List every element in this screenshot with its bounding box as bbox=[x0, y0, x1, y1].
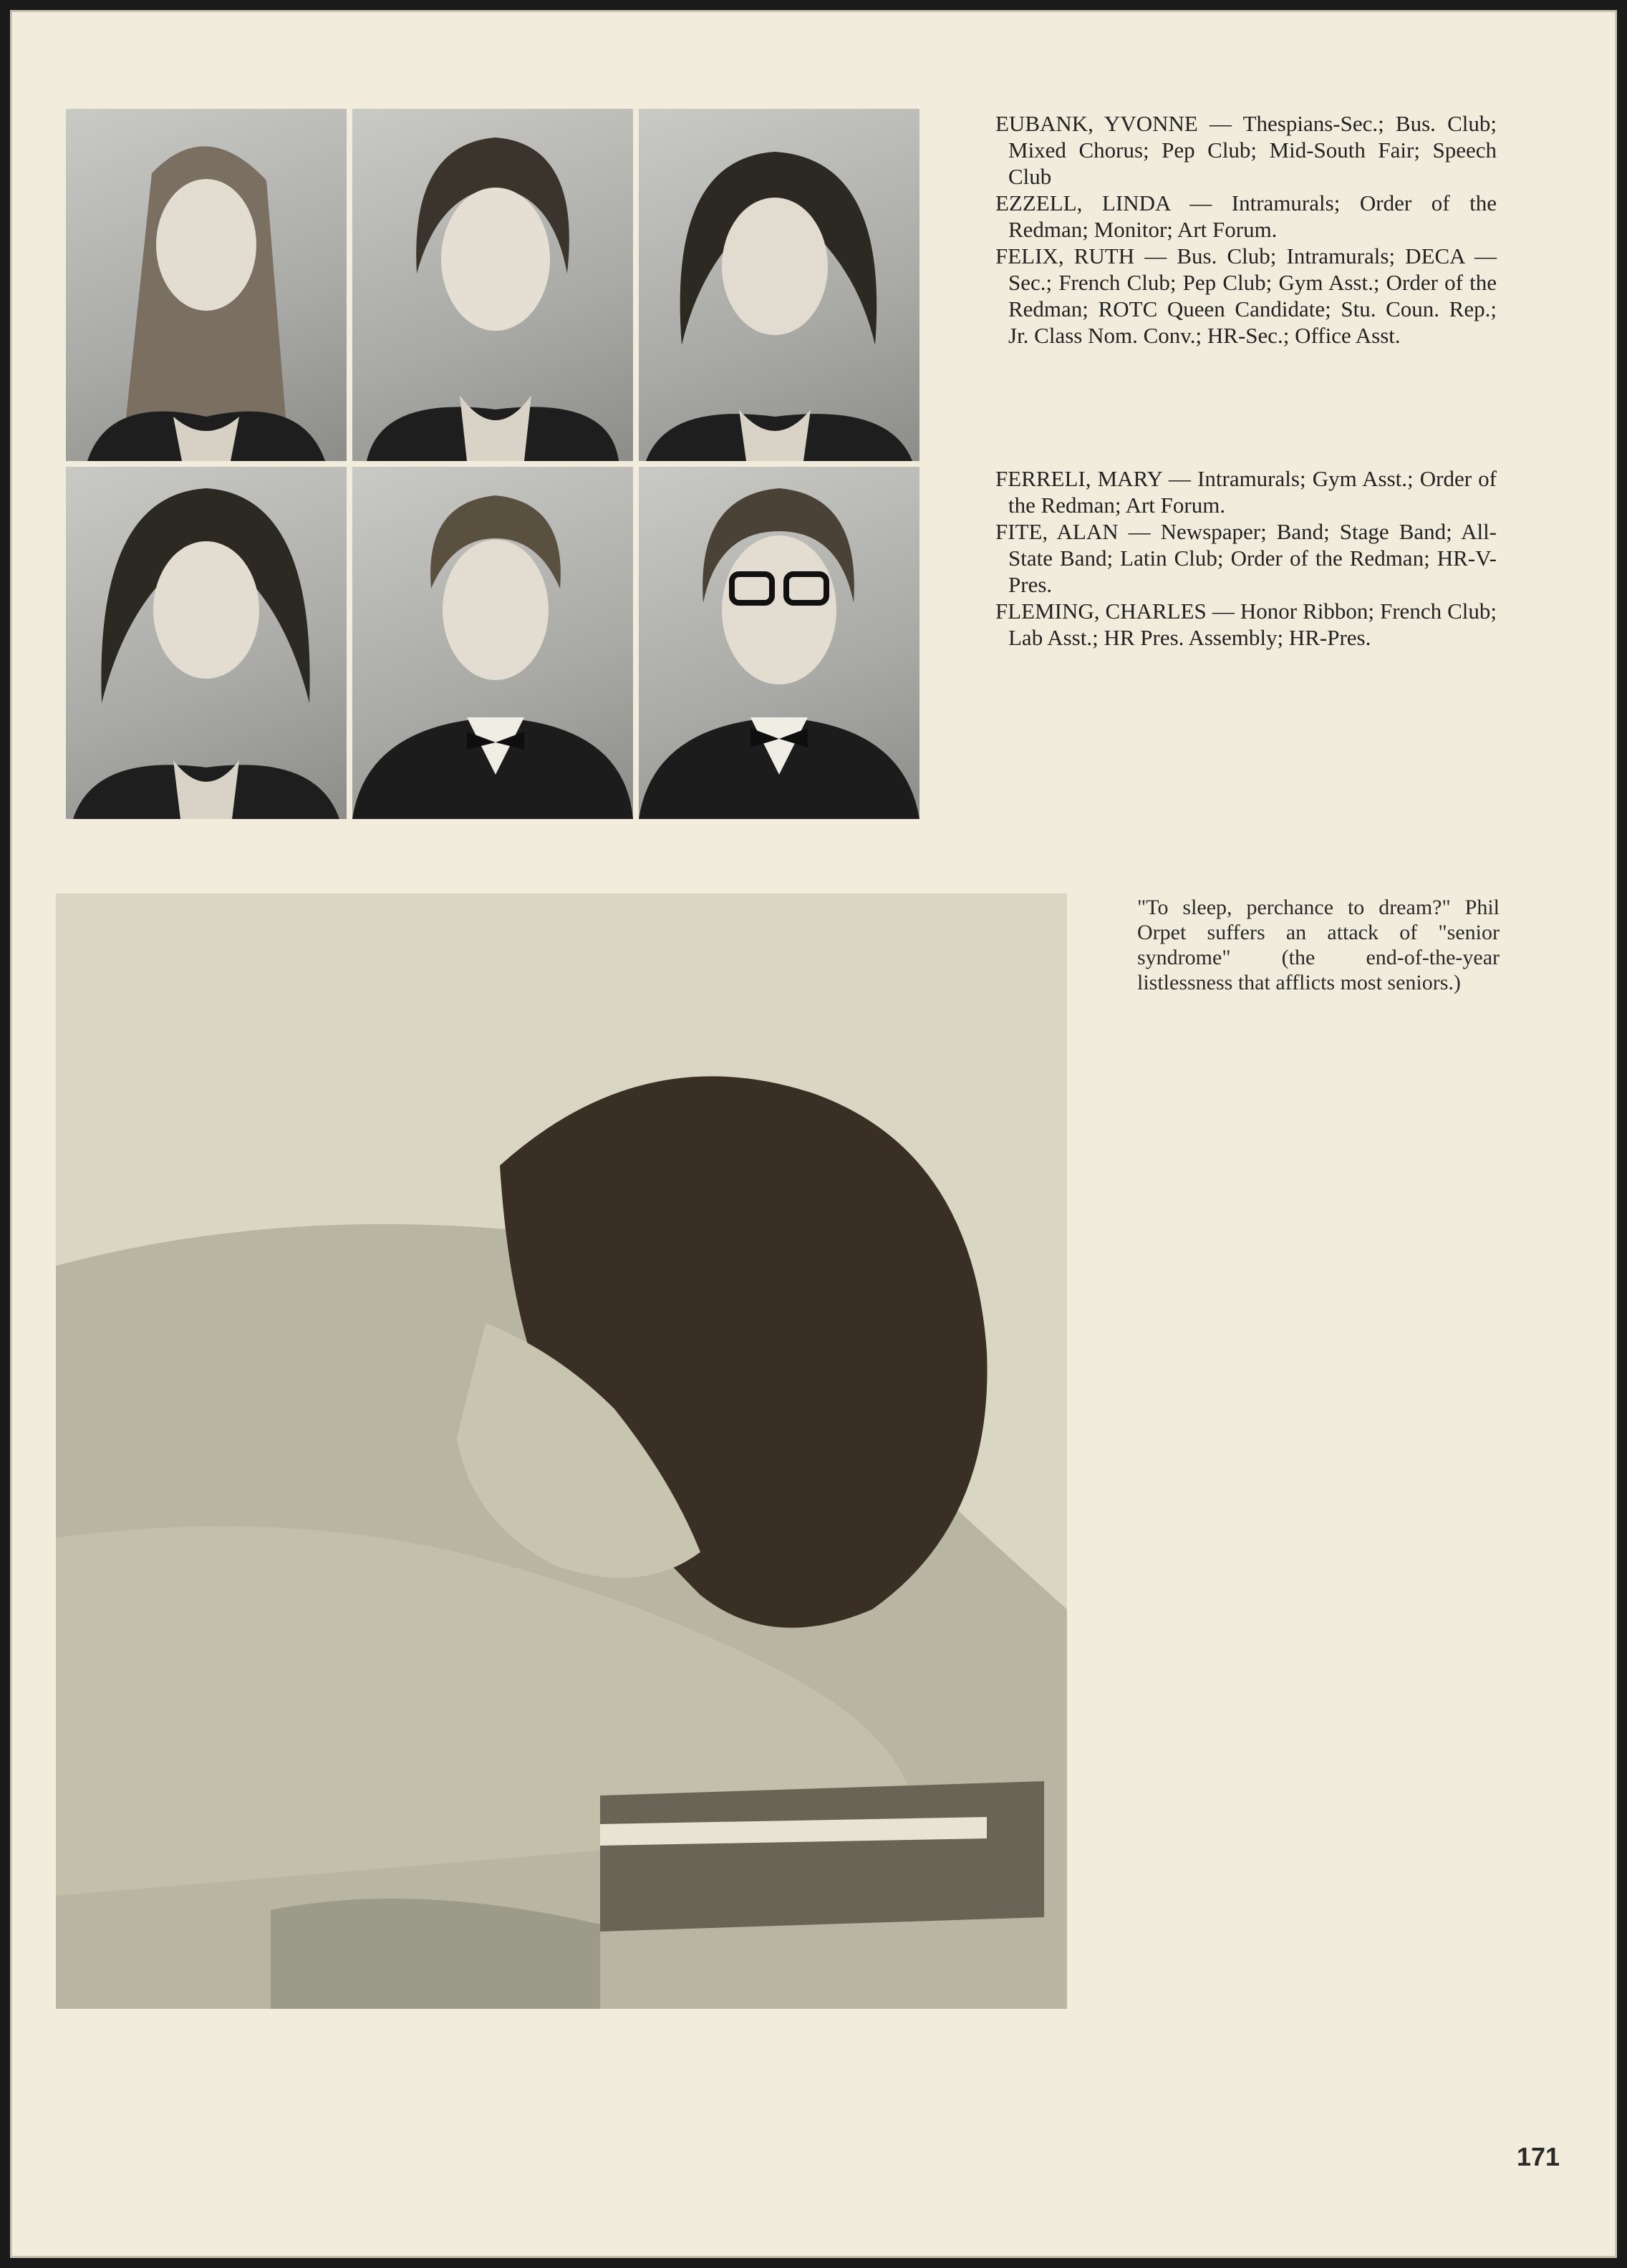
senior-activities: — Newspaper; Band; Stage Band; All-State Band; Latin Club; Order of the Redman; HR-V-Pres. bbox=[1008, 519, 1497, 597]
page-number: 171 bbox=[1517, 2142, 1560, 2171]
senior-name: FELIX, RUTH bbox=[995, 243, 1135, 268]
senior-name: EUBANK, YVONNE bbox=[995, 111, 1198, 136]
sleeping-student-photo bbox=[56, 893, 1067, 2009]
senior-name: EZZELL, LINDA bbox=[995, 190, 1170, 215]
senior-activities: — Bus. Club; Intramurals; DECA —Sec.; French Club; Pep Club; Gym Asst.; Order of the Redman; ROTC Queen Candidate; Stu. Coun. Rep.; Jr. Class Nom. Conv.; HR-Sec.; Office Asst. bbox=[1008, 243, 1497, 348]
senior-name: FLEMING, CHARLES bbox=[995, 598, 1207, 624]
senior-name: FITE, ALAN bbox=[995, 519, 1119, 544]
senior-entry bbox=[995, 518, 1497, 598]
portrait-alan-fite bbox=[352, 467, 633, 819]
portrait-mary-ferreli bbox=[66, 467, 347, 819]
senior-activities: — Intramurals; Gym Asst.; Order of the Redman; Art Forum. bbox=[1008, 466, 1497, 518]
photo-caption: "To sleep, perchance to dream?" Phil Orpet suffers an attack of "senior syndrome" (the end-of-the-year listlessness that afflicts most seniors.) bbox=[1137, 896, 1500, 994]
portrait-charles-fleming bbox=[639, 467, 919, 819]
senior-entry bbox=[995, 243, 1497, 349]
senior-entry bbox=[995, 110, 1497, 190]
senior-name: FERRELI, MARY bbox=[995, 466, 1162, 491]
senior-activities: — Intramurals; Order of the Redman; Monitor; Art Forum. bbox=[1008, 190, 1497, 242]
senior-entries-bottom bbox=[995, 465, 1497, 651]
yearbook-page bbox=[10, 10, 1617, 2258]
senior-entry bbox=[995, 598, 1497, 651]
portrait-yvonne-eubank bbox=[66, 109, 347, 461]
senior-entry bbox=[995, 190, 1497, 243]
senior-entries-top bbox=[995, 110, 1497, 349]
senior-entry bbox=[995, 465, 1497, 518]
senior-activities: — Honor Ribbon; French Club; Lab Asst.; HR Pres. Assembly; HR-Pres. bbox=[1008, 598, 1497, 650]
portrait-linda-ezzell bbox=[352, 109, 633, 461]
portrait-ruth-felix bbox=[639, 109, 919, 461]
portrait-grid bbox=[66, 109, 921, 820]
senior-activities: — Thespians-Sec.; Bus. Club; Mixed Chorus; Pep Club; Mid-South Fair; Speech Club bbox=[1008, 111, 1497, 189]
